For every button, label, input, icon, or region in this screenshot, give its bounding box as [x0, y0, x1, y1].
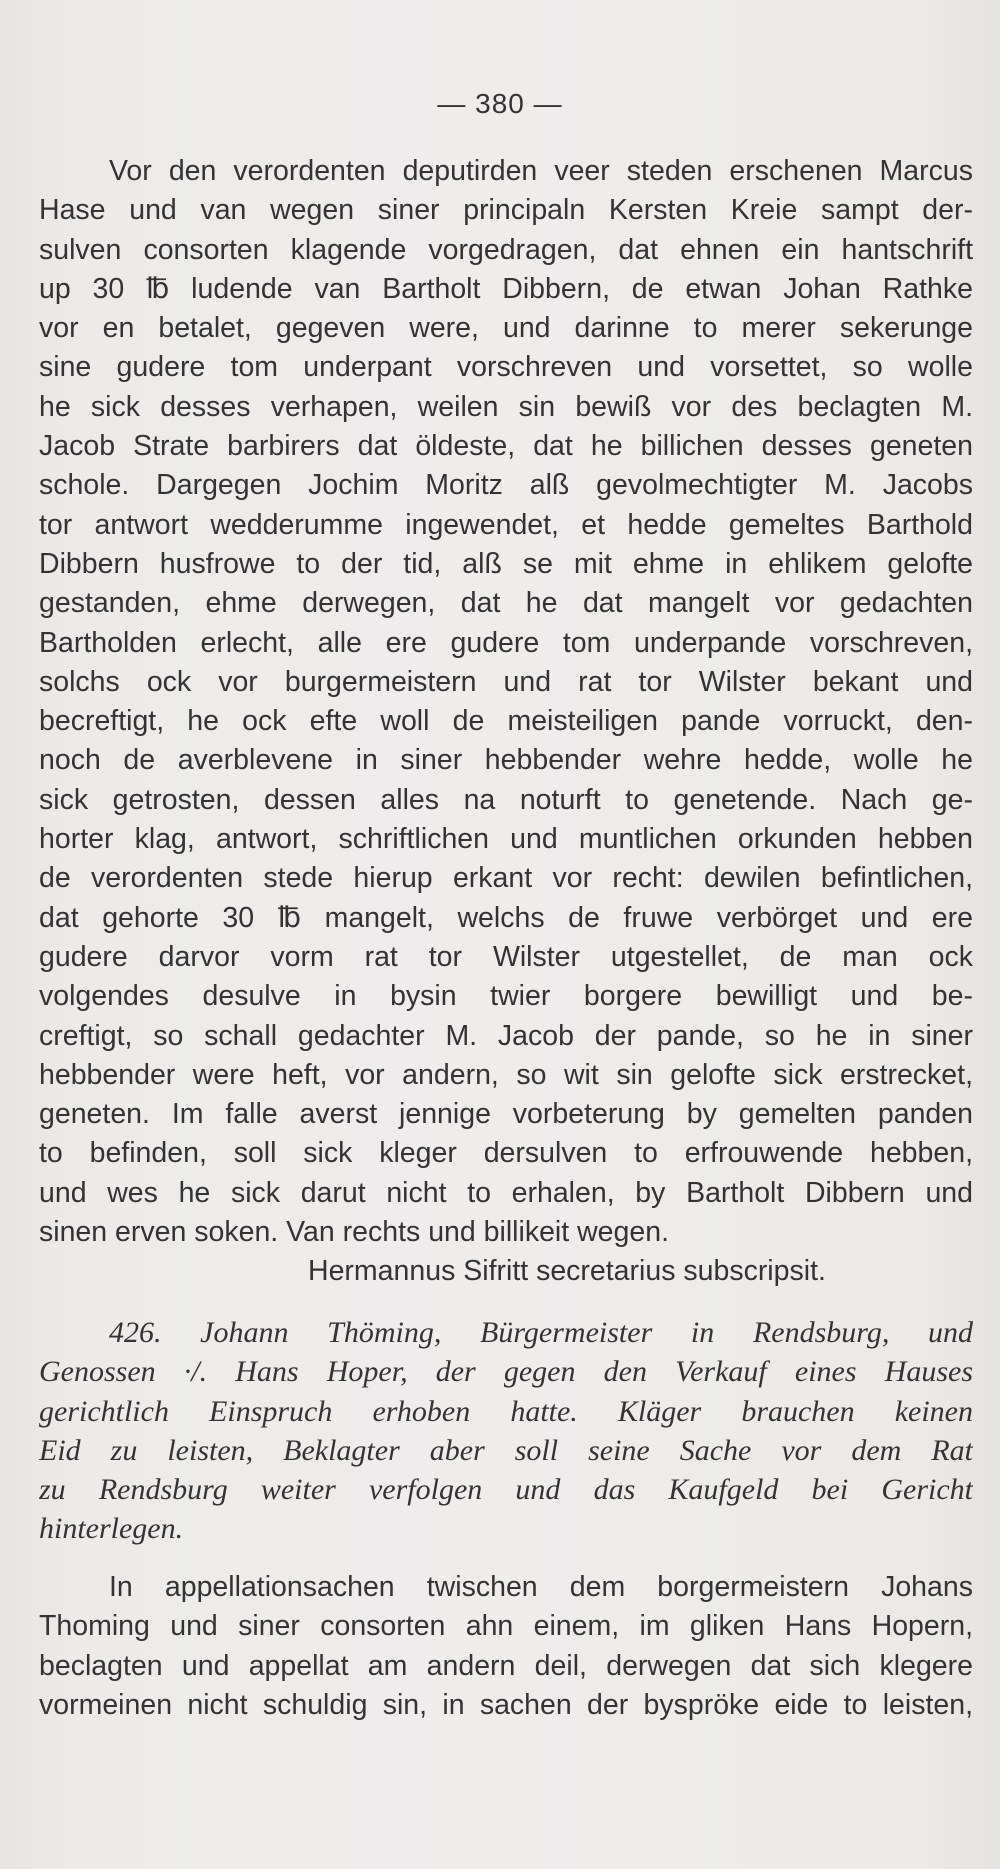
text-line: solchs ock vor burgermeistern und rat tor Wilster bekant und	[39, 665, 973, 698]
text-line: to befinden, soll sick kleger dersulven to erfrouwende hebben,	[39, 1137, 973, 1170]
entry-heading-426	[39, 1313, 973, 1549]
text-line: hebbender were heft, vor andern, so wit sin gelofte sick erstrecket,	[39, 1058, 973, 1091]
paragraph-2	[39, 1568, 973, 1725]
text-line: vormeinen nicht schuldig sin, in sachen der byspröke eide to leisten,	[39, 1688, 973, 1721]
text-line: In appellationsachen twischen dem borgermeistern Johans	[109, 1571, 973, 1603]
text-line: gudere darvor vorm rat tor Wilster utgestellet, de man ock	[39, 940, 973, 973]
text-line: de verordenten stede hierup erkant vor recht: dewilen befintlichen,	[39, 862, 973, 895]
page-number: — 380 —	[437, 88, 563, 119]
text-line: horter klag, antwort, schriftlichen und muntlichen orkunden hebben	[39, 823, 973, 856]
heading-line: zu Rendsburg weiter verfolgen und das Kaufgeld bei Gericht	[39, 1473, 973, 1507]
text-line: Vor den verordenten deputirden veer steden erschenen Marcus	[109, 155, 973, 187]
heading-line: hinterlegen.	[39, 1512, 184, 1546]
text-line: becreftigt, he ock efte woll de meisteiligen pande vorruckt, den-	[39, 705, 973, 738]
text-line: gestanden, ehme derwegen, dat he dat mangelt vor gedachten	[39, 587, 973, 620]
text-line: he sick desses verhapen, weilen sin bewiß vor des beclagten M.	[39, 390, 973, 423]
text-line: creftigt, so schall gedachter M. Jacob der pande, so he in siner	[39, 1019, 973, 1052]
text-line: sick getrosten, dessen alles na noturft to genetende. Nach ge-	[39, 783, 973, 816]
text-line: Hase und van wegen siner principaln Kersten Kreie sampt der-	[39, 194, 973, 227]
text-line: Dibbern husfrowe to der tid, alß se mit ehme in ehlikem gelofte	[39, 547, 973, 580]
text-line: tor antwort wedderumme ingewendet, et hedde gemeltes Barthold	[39, 508, 973, 541]
text-line: sulven consorten klagende vorgedragen, dat ehnen ein hantschrift	[39, 233, 973, 266]
text-line: sine gudere tom underpant vorschreven und vorsettet, so wolle	[39, 351, 973, 384]
text-line: beclagten und appellat am andern deil, derwegen dat sich klegere	[39, 1649, 973, 1682]
heading-line: Eid zu leisten, Beklagter aber soll seine Sache vor dem Rat	[39, 1433, 973, 1467]
text-line: Jacob Strate barbirers dat öldeste, dat he billichen desses geneten	[39, 430, 973, 463]
text-line: dat gehorte 30 ℔ mangelt, welchs de fruwe verbörget und ere	[39, 901, 973, 934]
text-line: Thoming und siner consorten ahn einem, im gliken Hans Hopern,	[39, 1610, 973, 1643]
text-line: sinen erven soken. Van rechts und billikeit wegen.	[39, 1216, 670, 1249]
paragraph-1	[39, 152, 973, 1292]
text-line: geneten. Im falle averst jennige vorbeterung by gemelten panden	[39, 1098, 973, 1131]
text-line: und wes he sick darut nicht to erhalen, by Bartholt Dibbern und	[39, 1176, 973, 1209]
signature-line: Hermannus Sifritt secretarius subscripsit.	[308, 1255, 826, 1288]
heading-line: gerichtlich Einspruch erhoben hatte. Kläger brauchen keinen	[39, 1394, 973, 1428]
text-line: schole. Dargegen Jochim Moritz alß gevolmechtigter M. Jacobs	[39, 469, 973, 502]
text-line: up 30 ℔ ludende van Bartholt Dibbern, de etwan Johan Rathke	[39, 272, 973, 305]
heading-line: Genossen ·/. Hans Hoper, der gegen den Verkauf eines Hauses	[39, 1355, 973, 1389]
text-line: volgendes desulve in bysin twier borgere bewilligt und be-	[39, 980, 973, 1013]
heading-line: 426. Johann Thöming, Bürgermeister in Rendsburg, und	[109, 1316, 973, 1349]
text-line: Bartholden erlecht, alle ere gudere tom underpande vorschreven,	[39, 626, 973, 659]
text-line: noch de averblevene in siner hebbender wehre hedde, wolle he	[39, 744, 973, 777]
text-line: vor en betalet, gegeven were, und darinne to merer sekerunge	[39, 312, 973, 345]
